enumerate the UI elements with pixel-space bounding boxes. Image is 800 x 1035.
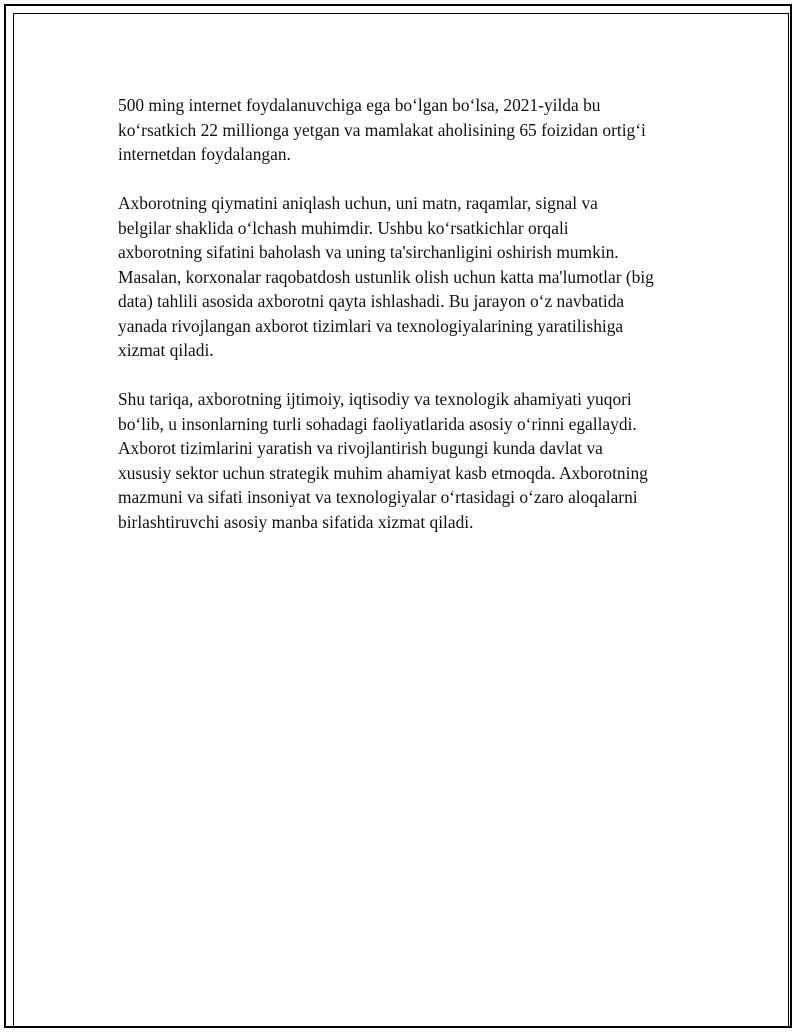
paragraph-3 [118, 387, 708, 534]
paragraph-line: 500 ming internet foydalanuvchiga ega bo‘lgan bo‘lsa, 2021-yilda bu [118, 95, 601, 115]
paragraph-line: Axborotning qiymatini aniqlash uchun, uni matn, raqamlar, signal va [118, 193, 598, 213]
paragraph-line: internetdan foydalangan. [118, 144, 291, 164]
paragraph-1 [118, 93, 708, 167]
paragraph-line: Shu tariqa, axborotning ijtimoiy, iqtisodiy va texnologik ahamiyati yuqori [118, 389, 632, 409]
paragraph-line: yanada rivojlangan axborot tizimlari va texnologiyalarining yaratilishiga [118, 315, 624, 336]
paragraph-line: xususiy sektor uchun strategik muhim ahamiyat kasb etmoqda. Axborotning [118, 462, 648, 483]
paragraph-line: axborotning sifatini baholash va uning ta'sirchanligini oshirish mumkin. [118, 242, 619, 262]
paragraph-line: ko‘rsatkich 22 millionga yetgan va mamlakat aholisining 65 foizidan ortig‘i [118, 119, 646, 140]
paragraph-line: xizmat qiladi. [118, 340, 214, 360]
paragraph-line: data) tahlili asosida axborotni qayta ishlashadi. Bu jarayon o‘z navbatida [118, 291, 625, 311]
paragraph-line: bo‘lib, u insonlarning turli sohadagi faoliyatlarida asosiy o‘rinni egallaydi. [118, 413, 637, 434]
paragraph-line: mazmuni va sifati insoniyat va texnologiyalar o‘rtasidagi o‘zaro aloqalarni [118, 487, 638, 507]
paragraph-line: birlashtiruvchi asosiy manba sifatida xizmat qiladi. [118, 511, 474, 532]
paragraph-line: belgilar shaklida o‘lchash muhimdir. Ushbu ko‘rsatkichlar orqali [118, 217, 569, 238]
paragraph-line: Axborot tizimlarini yaratish va rivojlantirish bugungi kunda davlat va [118, 438, 603, 458]
paragraph-2 [118, 191, 708, 363]
paragraph-line: Masalan, korxonalar raqobatdosh ustunlik olish uchun katta ma'lumotlar (big [118, 266, 654, 287]
document-body [118, 93, 708, 559]
